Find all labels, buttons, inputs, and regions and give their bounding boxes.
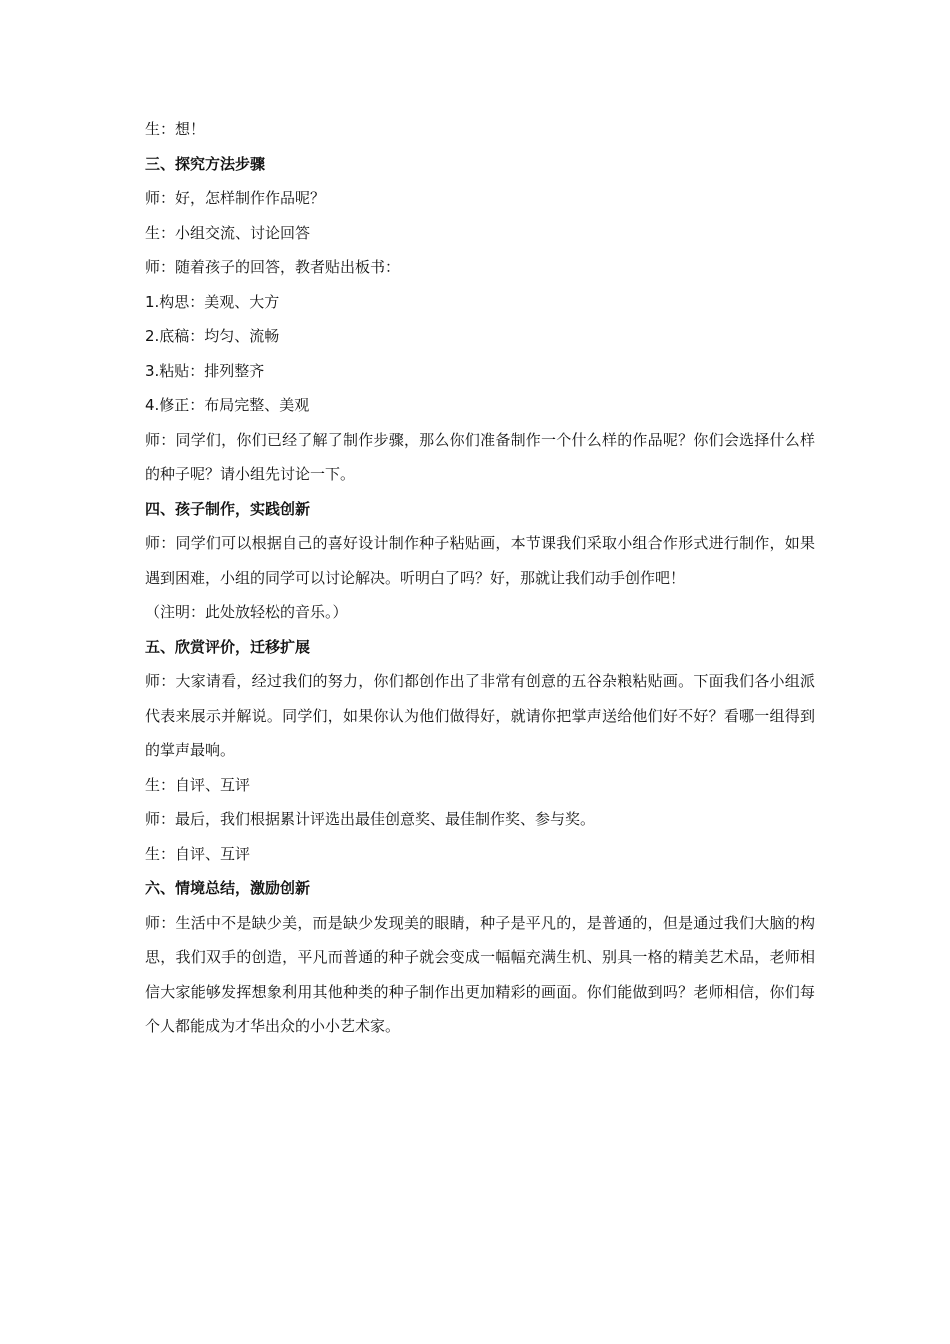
paragraph: 师：同学们可以根据自己的喜好设计制作种子粘贴画，本节课我们采取小组合作形式进行制作，如果遇到困难，小组的同学可以讨论解决。听明白了吗？好，那就让我们动手创作吧！: [145, 534, 815, 587]
section-heading: 四、孩子制作，实践创新: [145, 499, 311, 518]
text-line: 师：最后，我们根据累计评选出最佳创意奖、最佳制作奖、参与奖。: [145, 810, 596, 828]
step-item: 3.粘贴：排列整齐: [145, 361, 265, 380]
text-line: 师：随着孩子的回答，教者贴出板书：: [145, 258, 401, 276]
note-line: （注明：此处放轻松的音乐。）: [145, 603, 348, 621]
text-line: 生：想！: [145, 120, 206, 138]
text-line: 生：自评、互评: [145, 775, 251, 794]
step-item: 2.底稿：均匀、流畅: [145, 327, 280, 345]
section-heading: 六、情境总结，激励创新: [145, 879, 311, 897]
section-heading: 三、探究方法步骤: [145, 154, 266, 173]
paragraph: 师：生活中不是缺少美，而是缺少发现美的眼睛，种子是平凡的，是普通的，但是通过我们大脑的构思，我们双手的创造，平凡而普通的种子就会变成一幅幅充满生机、别具一格的精美艺术品，老师相信大家能够发挥想象利用其他种类的种子制作出更加精彩的画面。你们能做到吗？老师相信，你们每个人都能成为才华出众的小小艺术家。: [145, 913, 815, 1035]
paragraph: 师：大家请看，经过我们的努力，你们都创作出了非常有创意的五谷杂粮粘贴画。下面我们各小组派代表来展示并解说。同学们，如果你认为他们做得好，就请你把掌声送给他们好不好？看哪一组得到的掌声最响。: [145, 672, 815, 759]
text-line: 生：小组交流、讨论回答: [145, 223, 311, 242]
section-heading: 五、欣赏评价，迁移扩展: [145, 637, 311, 656]
step-item: 4.修正：布局完整、美观: [145, 396, 310, 414]
text-line: 师：好，怎样制作作品呢？: [145, 189, 326, 207]
paragraph: 师：同学们，你们已经了解了制作步骤，那么你们准备制作一个什么样的作品呢？你们会选择什么样的种子呢？请小组先讨论一下。: [145, 430, 815, 483]
document-body: [145, 112, 815, 1044]
step-item: 1.构思：美观、大方: [145, 292, 280, 311]
text-line: 生：自评、互评: [145, 844, 251, 863]
